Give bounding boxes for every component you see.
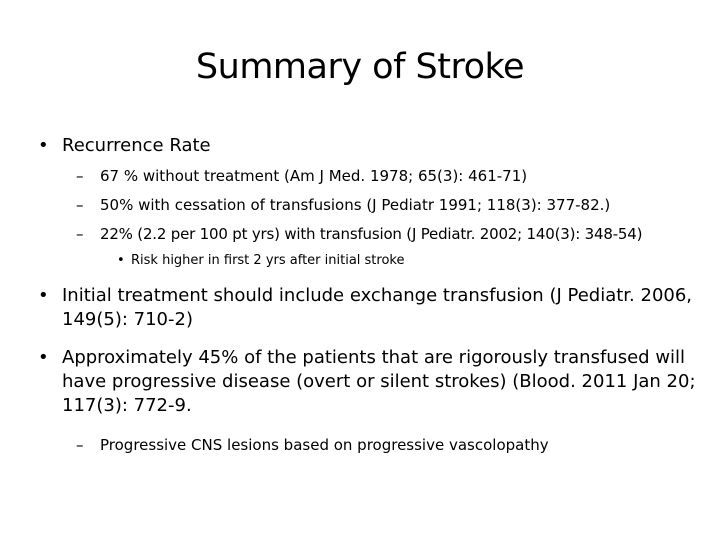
bullet-recurrence-rate: [38, 134, 698, 158]
sub-bullet-22-percent: [76, 224, 716, 244]
bullet-initial-treatment: [38, 284, 708, 332]
bullet-marker: •: [38, 285, 49, 306]
bullet-marker: •: [38, 347, 49, 368]
sub-sub-bullet-text: Risk higher in first 2 yrs after initial stroke: [131, 253, 405, 268]
dash-marker: –: [76, 196, 84, 214]
bullet-text: Approximately 45% of the patients that are rigorously transfused will have progressive disease (overt or silent strokes) (Blood. 2011 Jan 20; 117(3): 772-9.: [62, 347, 696, 416]
bullet-marker: •: [38, 135, 49, 156]
dash-marker: –: [76, 225, 84, 243]
bullet-marker: •: [117, 253, 125, 268]
sub-bullet-text: 50% with cessation of transfusions (J Pediatr 1991; 118(3): 377-82.): [100, 196, 611, 214]
sub-bullet-text: 22% (2.2 per 100 pt yrs) with transfusion (J Pediatr. 2002; 140(3): 348-54): [100, 225, 643, 243]
bullet-text: Recurrence Rate: [62, 135, 211, 156]
sub-bullet-text: Progressive CNS lesions based on progressive vascolopathy: [100, 436, 549, 454]
slide-title: Summary of Stroke: [195, 47, 525, 87]
sub-bullet-50-percent: [76, 195, 712, 215]
bullet-text: Initial treatment should include exchange transfusion (J Pediatr. 2006, 149(5): 710-2): [62, 285, 693, 330]
sub-bullet-progressive-cns: [76, 435, 696, 455]
sub-sub-bullet-risk: [117, 252, 677, 270]
dash-marker: –: [76, 167, 84, 185]
dash-marker: –: [76, 436, 84, 454]
sub-bullet-67-percent: [76, 166, 712, 186]
bullet-approximately-45: [38, 346, 708, 418]
sub-bullet-text: 67 % without treatment (Am J Med. 1978; 65(3): 461-71): [100, 167, 528, 185]
